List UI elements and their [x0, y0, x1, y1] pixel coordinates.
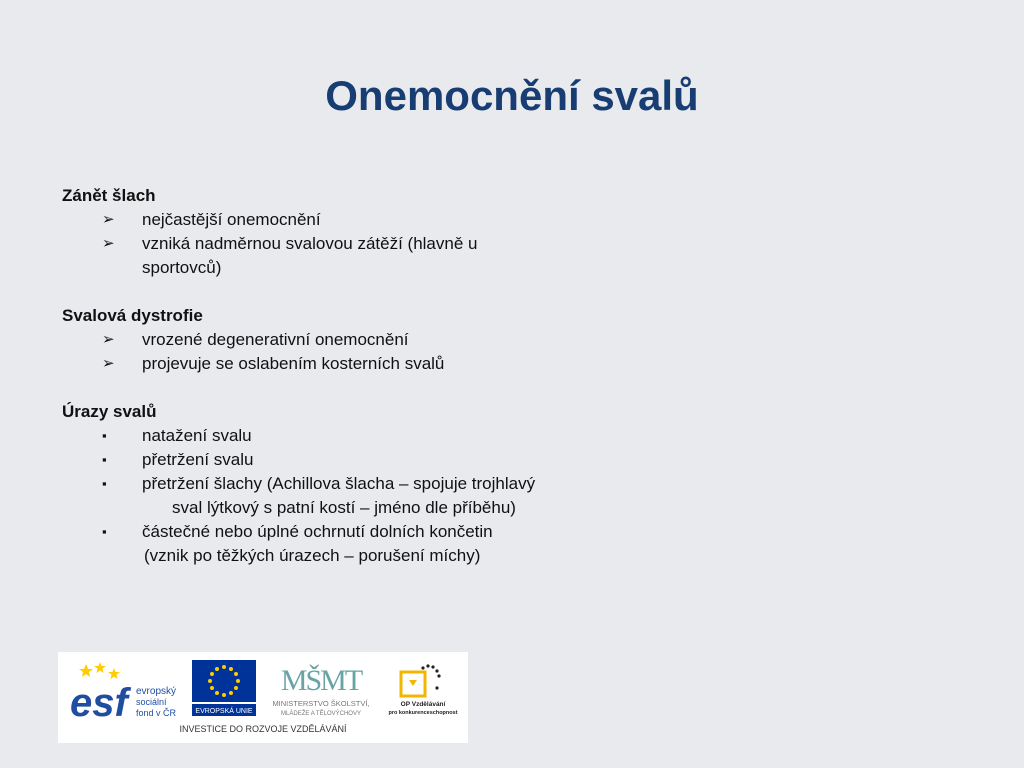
list-item	[62, 208, 682, 232]
arrow-bullet-icon: ➢	[102, 355, 115, 372]
list-item	[62, 352, 682, 376]
op-line1: OP Vzdělávání	[400, 701, 446, 708]
msmt-letters: MŠMT	[280, 664, 362, 697]
section-zanet-slach	[62, 184, 682, 280]
list-item	[62, 424, 682, 448]
slide-content	[62, 184, 682, 592]
op-line2: pro konkurenceschopnost	[388, 710, 458, 716]
eu-funding-logos	[58, 652, 468, 743]
eu-flag-logo	[190, 660, 258, 716]
esf-letters: esf	[70, 681, 128, 720]
list-item-text: přetržení šlachy (Achillova šlacha – spojuje trojhlavý	[142, 474, 536, 493]
slide-title: Onemocnění svalů	[325, 72, 699, 119]
list-item-text: přetržení svalu	[142, 450, 254, 469]
section-heading: Svalová dystrofie	[62, 306, 203, 325]
list-item	[62, 232, 682, 280]
esf-line1: evropský	[136, 686, 177, 697]
list-item	[62, 448, 682, 472]
list-item-continuation: (vznik po těžkých úrazech – porušení míchy)	[144, 546, 481, 565]
list-item-text: natažení svalu	[142, 426, 252, 445]
msmt-logo	[262, 658, 380, 720]
arrow-bullet-icon: ➢	[102, 235, 115, 252]
list-item-text: nejčastější onemocnění	[142, 210, 321, 229]
section-urazy-svalu	[62, 400, 682, 568]
list-item	[62, 328, 682, 352]
list-item	[62, 520, 682, 568]
square-bullet-icon: ▪	[102, 452, 107, 467]
list-item-continuation: sportovců)	[142, 258, 222, 277]
square-bullet-icon: ▪	[102, 428, 107, 443]
arrow-bullet-icon: ➢	[102, 331, 115, 348]
section-heading: Zánět šlach	[62, 186, 156, 205]
list-item	[62, 472, 682, 520]
msmt-line2: MLÁDEŽE A TĚLOVÝCHOVY	[281, 711, 361, 717]
list-item-text: vzniká nadměrnou svalovou zátěží (hlavně u	[142, 234, 478, 253]
section-heading: Úrazy svalů	[62, 402, 157, 421]
list-item-text: projevuje se oslabením kosterních svalů	[142, 354, 445, 373]
section-svalova-dystrofie	[62, 304, 682, 376]
op-vzdelavani-logo	[383, 658, 463, 720]
funding-caption: INVESTICE DO ROZVOJE VZDĚLÁVÁNÍ	[179, 724, 347, 734]
esf-logo	[68, 660, 190, 720]
esf-line3: fond v ČR	[136, 708, 177, 718]
list-item-text: částečné nebo úplné ochrnutí dolních končetin	[142, 522, 493, 541]
list-item-continuation: sval lýtkový s patní kostí – jméno dle příběhu)	[172, 498, 516, 517]
msmt-line1: MINISTERSTVO ŠKOLSTVÍ,	[272, 699, 370, 708]
square-bullet-icon: ▪	[102, 476, 107, 491]
square-bullet-icon: ▪	[102, 524, 107, 539]
arrow-bullet-icon: ➢	[102, 211, 115, 228]
list-item-text: vrozené degenerativní onemocnění	[142, 330, 409, 349]
eu-label: EVROPSKÁ UNIE	[195, 708, 253, 715]
esf-line2: sociální	[136, 697, 167, 707]
